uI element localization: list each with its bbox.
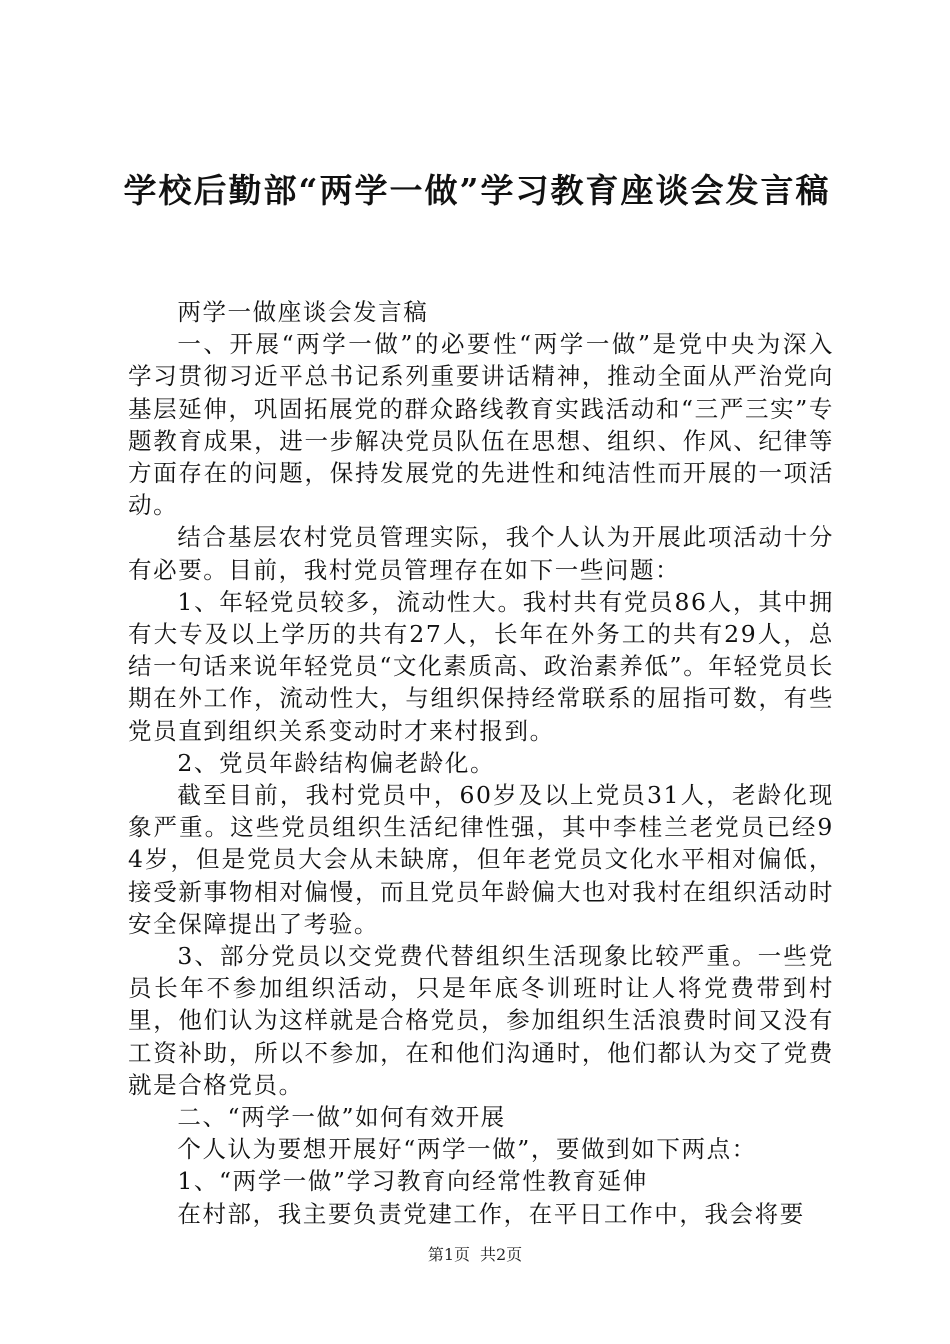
paragraph: 2、党员年龄结构偏老龄化。 — [177, 748, 496, 777]
paragraph: 1、年轻党员较多，流动性大。我村共有党员86人，其中拥有大专及以上学历的共有27人，长年在外务工的共有29人，总结一句话来说年轻党员“文化素质高、政治素养低”。年轻党员长期在外工作，流动性大，与组织保持经常联系的屈指可数，有些党员直到组织关系变动时才来村报到。 — [128, 587, 834, 745]
paragraph: 二、“两学一做”如何有效开展 — [177, 1103, 506, 1132]
document-body — [128, 296, 834, 1230]
paragraph: 截至目前，我村党员中，60岁及以上党员31人，老龄化现象严重。这些党员组织生活纪律性强，其中李桂兰老党员已经94岁，但是党员大会从未缺席，但年老党员文化水平相对偏低，接受新事物相对偏慢，而且党员年龄偏大也对我村在组织活动时安全保障提出了考验。 — [128, 781, 834, 938]
document-title: 学校后勤部“两学一做”学习教育座谈会发言稿 — [123, 171, 831, 210]
paragraph: 两学一做座谈会发言稿 — [177, 298, 429, 326]
paragraph: 在村部，我主要负责党建工作，在平日工作中，我会将要 — [177, 1199, 805, 1228]
paragraph: 一、开展“两学一做”的必要性“两学一做”是党中央为深入学习贯彻习近平总书记系列重要讲话精神，推动全面从严治党向基层延伸，巩固拓展党的群众路线教育实践活动和“三严三实”专题教育成果，进一步解决党员队伍在思想、组织、作风、纪律等方面存在的问题，保持发展党的先进性和纯洁性而开展的一项活动。 — [128, 330, 834, 520]
paragraph: 1、“两学一做”学习教育向经常性教育延伸 — [177, 1167, 648, 1196]
page-total: 共2页 — [480, 1245, 523, 1264]
page-footer — [0, 1244, 950, 1266]
paragraph: 个人认为要想开展好“两学一做”，要做到如下两点： — [177, 1135, 757, 1164]
page-number: 第1页 — [427, 1245, 470, 1264]
paragraph: 结合基层农村党员管理实际，我个人认为开展此项活动十分有必要。目前，我村党员管理存在如下一些问题： — [128, 523, 834, 584]
paragraph: 3、部分党员以交党费代替组织生活现象比较严重。一些党员长年不参加组织活动，只是年底冬训班时让人将党费带到村里，他们认为这样就是合格党员，参加组织生活浪费时间又没有工资补助，所以不参加，在和他们沟通时，他们都认为交了党费就是合格党员。 — [128, 942, 834, 1099]
